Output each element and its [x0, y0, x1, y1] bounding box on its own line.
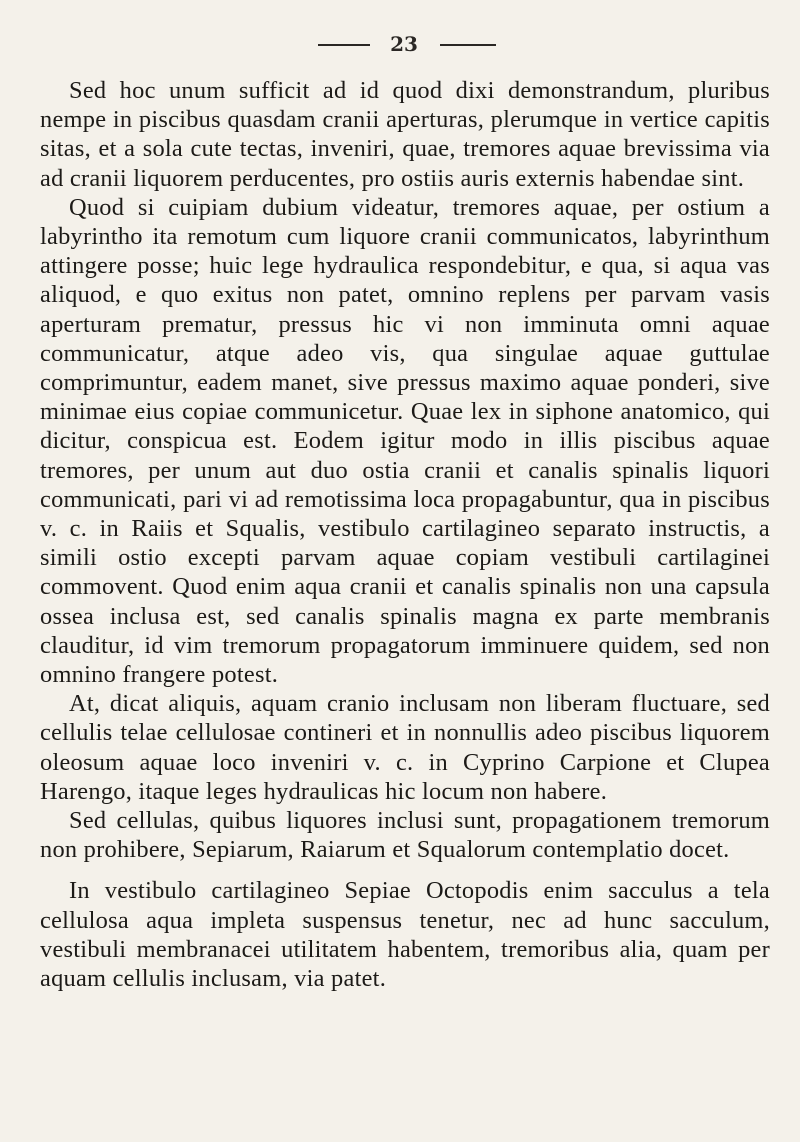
paragraph-1: Sed hoc unum sufficit ad id quod dixi demonstrandum, pluribus nempe in piscibus quasdam cranii aperturas, plerumque in vertice capitis sitas, et a sola cute tectas, inveniri, quae, tremores aquae brevissima via ad cranii liquorem perducentes, pro ostiis auris externis habendae sint.: [40, 77, 770, 192]
text-body: [40, 76, 770, 993]
paragraph-5: In vestibulo cartilagineo Sepiae Octopodis enim sacculus a tela cellulosa aqua impleta suspensus tenetur, nec ad hunc sacculum, vestibuli membranacei utilitatem habentem, tremoribus alia, quam per aquam cellulis inclusam, via patet.: [40, 877, 770, 993]
paragraph-4: Sed cellulas, quibus liquores inclusi sunt, propagationem tremorum non prohibere, Sepiarum, Raiarum et Squalorum contemplatio docet.: [40, 807, 770, 864]
header-rule-left: [318, 44, 370, 46]
header-rule-right: [440, 44, 496, 46]
paragraph-3: At, dicat aliquis, aquam cranio inclusam non liberam fluctuare, sed cellulis telae cellulosae contineri et in nonnullis adeo piscibus liquorem oleosum aquae loco inveniri v. c. in Cyprino Carpione et Clupea Harengo, itaque leges hydraulicas hic locum non habere.: [40, 690, 770, 805]
paragraph-2: Quod si cuipiam dubium videatur, tremores aquae, per ostium a labyrintho ita remotum cum liquore cranii communicatos, labyrinthum attingere posse; huic lege hydraulica respondebitur, e qua, si aqua vas aliquod, e quo exitus non patet, omnino replens per parvam vasis aperturam prematur, pressus hic vi non imminuta omni aquae communicatur, atque adeo vis, qua singulae aquae guttulae comprimuntur, eadem manet, sive pressus maximo aquae ponderi, sive minimae eius copiae communicetur. Quae lex in siphone anatomico, qui dicitur, conspicua est. Eodem igitur modo in illis piscibus aquae tremores, per unum aut duo ostia cranii et canalis spinalis liquori communicati, pari vi ad remotissima loca propagabuntur, qua in piscibus v. c. in Raiis et Squalis, vestibulo cartilagineo separato instructis, a simili ostio excepti parvam aquae copiam vestibuli cartilaginei commovent. Quod enim aqua cranii et canalis spinalis non una capsula ossea inclusa est, sed canalis spinalis magna ex parte membranis clauditur, id vim tremorum propagatorum imminuere quidem, sed non omnino frangere potest.: [40, 193, 770, 689]
page-number: 23: [390, 32, 418, 56]
page-header: [0, 20, 800, 56]
